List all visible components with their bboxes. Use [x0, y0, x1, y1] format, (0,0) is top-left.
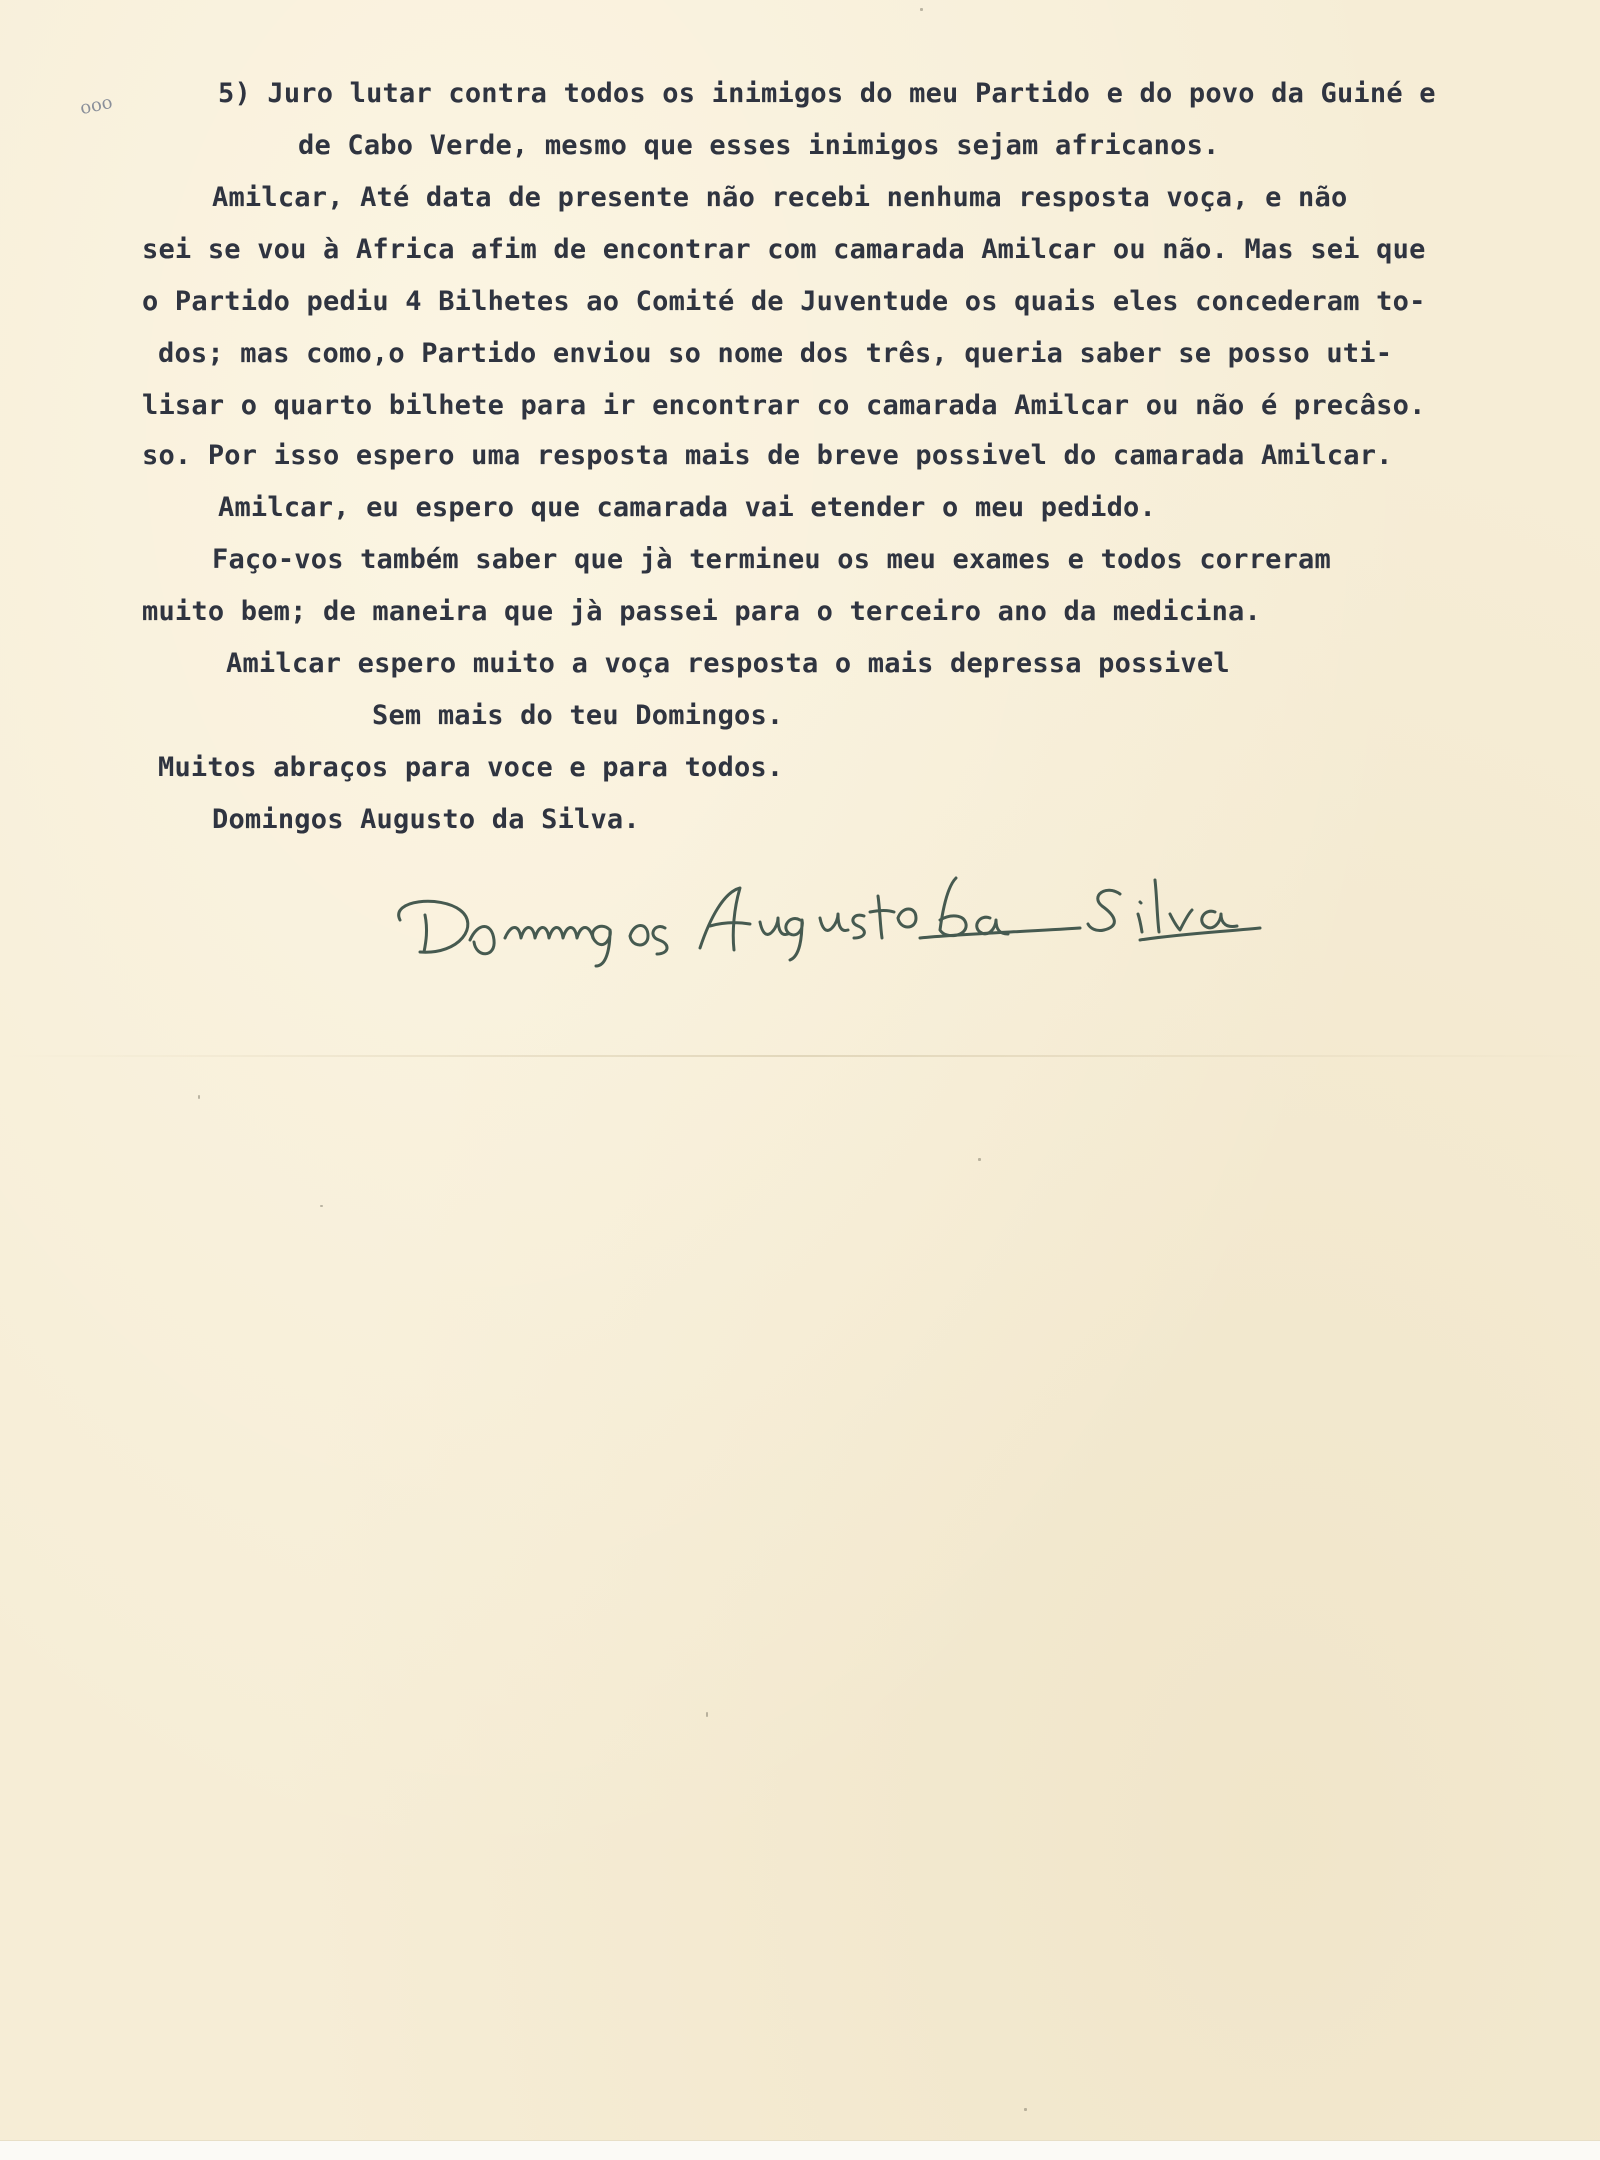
handwritten-signature	[380, 860, 1380, 980]
letter-line-5: o Partido pediu 4 Bilhetes ao Comité de Juventude os quais eles concederam to-	[142, 286, 1426, 317]
letter-line-3: Amilcar, Até data de presente não recebi nenhuma resposta voça, e não	[212, 182, 1348, 213]
letter-line-1: 5) Juro lutar contra todos os inimigos do meu Partido e do povo da Guiné e	[218, 78, 1436, 109]
margin-mark: ooo	[78, 91, 115, 120]
letter-line-10: Faço-vos também saber que jà termineu os meu exames e todos correram	[212, 544, 1331, 575]
letter-line-8: so. Por isso espero uma resposta mais de breve possivel do camarada Amilcar.	[142, 440, 1393, 471]
letter-line-15: Domingos Augusto da Silva.	[212, 804, 640, 835]
letter-line-9: Amilcar, eu espero que camarada vai etender o meu pedido.	[218, 492, 1156, 523]
paper-speck	[198, 1095, 200, 1099]
paper-speck	[978, 1158, 981, 1161]
letter-line-11: muito bem; de maneira que jà passei para o terceiro ano da medicina.	[142, 596, 1261, 627]
paper-speck	[920, 8, 923, 11]
letter-line-13: Sem mais do teu Domingos.	[372, 700, 784, 731]
paper-speck	[1024, 2108, 1027, 2111]
letter-line-12: Amilcar espero muito a voça resposta o mais depressa possivel	[226, 648, 1230, 679]
paper-fold	[0, 1055, 1600, 1057]
paper-speck	[320, 1205, 323, 1207]
letter-line-14: Muitos abraços para voce e para todos.	[158, 752, 784, 783]
paper-speck	[706, 1712, 708, 1717]
letter-line-2: de Cabo Verde, mesmo que esses inimigos sejam africanos.	[298, 130, 1220, 161]
paper-bottom-edge	[0, 2140, 1600, 2160]
letter-line-7: lisar o quarto bilhete para ir encontrar co camarada Amilcar ou não é precâso.	[142, 390, 1426, 421]
letter-line-4: sei se vou à Africa afim de encontrar com camarada Amilcar ou não. Mas sei que	[142, 234, 1426, 265]
letter-line-6: dos; mas como,o Partido enviou so nome dos três, queria saber se posso uti-	[158, 338, 1393, 369]
